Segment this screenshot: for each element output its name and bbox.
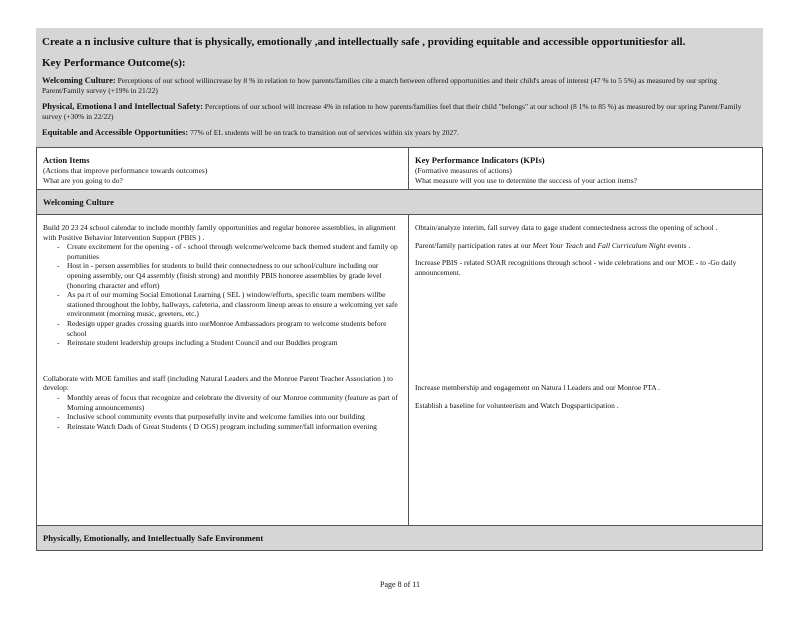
section-safe-environment: Physically, Emotionally, and Intellectually Safe Environment — [37, 525, 762, 550]
goal-panel — [36, 28, 763, 148]
outcome-welcoming — [42, 75, 757, 96]
list-item: - As pa rt of our morning Social Emotional Learning ( SEL ) window/efforts, specific team members willbe stationed throughout the lobby, hallways, cafeteria, and classroom lineup areas to ensure a welcoming yet safe environment (morning music, greeters, etc.) — [67, 290, 402, 319]
kpi-item: Increase membership and engagement on Natura l Leaders and our Monroe PTA . — [415, 383, 660, 393]
goal-title: Create a n inclusive culture that is physically, emotionally ,and intellectually safe , providing equitable and accessible opportunitiesfor all. — [42, 36, 686, 48]
list-item: - Inclusive school community events that purposefully invite and welcome families into our building — [67, 412, 402, 422]
kpi-item: Obtain/analyze interim, fall survey data to gage student connectedness across the opening of school . — [415, 223, 718, 232]
action-items-header — [37, 148, 409, 190]
kpi-item: Establish a baseline for volunteerism and Watch Dogsparticipation . — [415, 400, 619, 410]
section-welcoming-culture: Welcoming Culture — [37, 190, 762, 215]
outcome-label: Equitable and Accessible Opportunities: — [42, 127, 189, 137]
table-body-row — [37, 215, 762, 525]
list-item: - Host in - person assemblies for students to build their connectedness to our school/culture including our opening assembly, our Q4 assembly (finish strong) and monthly PBIS honoree assemblies by grade level (honoring character and effort) — [67, 261, 402, 290]
action-items-sub2: What are you going to do? — [43, 176, 123, 185]
action-list-1 — [43, 242, 402, 348]
outcome-safety — [42, 101, 757, 122]
kpi-cell — [409, 215, 762, 525]
action-intro-1: Build 20 23 24 school calendar to include monthly family opportunities and regular honoree assemblies, in alignment with Positive Behavior Intervention Support (PBIS ) . — [43, 223, 396, 242]
outcome-text: Perceptions of our school will increase 4% in relation to how parents/families feel that their child "belongs" at our school (8 1% to 85 %) as measured by our spring Parent/Family survey (+30% in 22/22) — [42, 102, 742, 121]
kpo-heading: Key Performance Outcome(s): — [42, 57, 186, 69]
page-number: Page 8 of 11 — [380, 580, 420, 589]
kpi-title: Key Performance Indicators (KPIs) — [415, 155, 545, 165]
action-list-2 — [43, 393, 402, 431]
action-items-title: Action Items — [43, 155, 90, 165]
kpi-item: Increase PBIS - related SOAR recognitions through school - wide celebrations and our MOE - to -Go daily announcement. — [415, 258, 737, 277]
kpi-sub2: What measure will you use to determine the success of your action items? — [415, 176, 638, 185]
outcome-label: Welcoming Culture: — [42, 75, 116, 85]
table-header-row — [37, 148, 762, 190]
kpi-header — [409, 148, 762, 190]
action-table — [36, 148, 763, 551]
outcome-equitable — [42, 127, 757, 138]
list-item: - Reinstate Watch Dads of Great Students ( D OGS) program including summer/fall information evening — [67, 422, 402, 432]
list-item: - Reinstate student leadership groups including a Student Council and our Buddies program — [67, 338, 402, 348]
document-page — [36, 28, 763, 551]
kpi-item: Parent/family participation rates at our Meet Your Teach and Fall Curriculum Night events . — [415, 240, 691, 250]
outcome-label: Physical, Emotiona l and Intellectual Safety: — [42, 101, 204, 111]
action-intro-2: Collaborate with MOE families and staff (including Natural Leaders and the Monroe Parent Teacher Association ) to develop: — [43, 373, 393, 393]
action-items-sub1: (Actions that improve performance towards outcomes) — [43, 166, 208, 175]
action-items-cell — [37, 215, 409, 525]
list-item: - Redesign upper grades crossing guards into ourMonroe Ambassadors program to welcome students before school — [67, 319, 402, 338]
outcome-text: 77% of EL students will be on track to transition out of services within six years by 2027. — [190, 128, 459, 137]
list-item: - Create excitement for the opening - of - school through welcome/welcome back themed student and family op portunities — [67, 242, 402, 261]
list-item: - Monthly areas of focus that recognize and celebrate the diversity of our Monroe community (feature as part of Morning announcements) — [67, 393, 402, 412]
outcome-text: Perceptions of our school willincrease by 8 % in relation to how parents/families cite a match between offered opportunities and their child's areas of interest (47 % to 5 5%) as measured by our spring Parent/Family survey (+19% in 21/22) — [42, 76, 717, 95]
kpi-sub1: (Formative measures of actions) — [415, 166, 512, 175]
